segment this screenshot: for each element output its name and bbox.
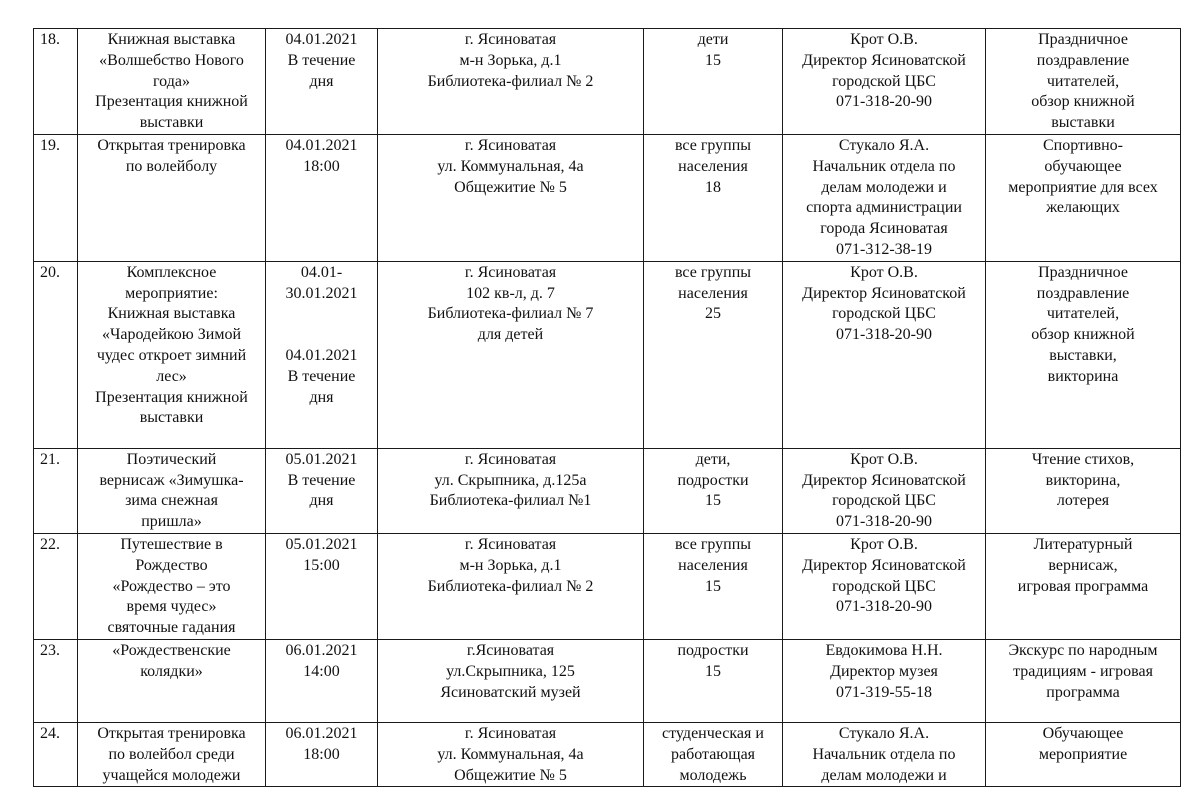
- form-line: Экскурс по народным: [1008, 641, 1158, 659]
- responsible-line: Директор Ясиноватской: [802, 284, 966, 302]
- responsible-line: Евдокимова Н.Н.: [825, 641, 943, 659]
- table-row: [34, 261, 1181, 448]
- audience-line: все группы: [674, 535, 752, 553]
- date-line: 06.01.2021: [285, 641, 358, 659]
- event-name-cell: [78, 533, 266, 639]
- responsible-line: Директор музея: [830, 662, 938, 680]
- responsible-line: Директор Ясиноватской: [802, 471, 966, 489]
- responsible-cell: [783, 29, 986, 135]
- date-cell: [266, 134, 378, 261]
- date-line: дня: [309, 388, 334, 406]
- table-row: [34, 533, 1181, 639]
- form-cell: [986, 639, 1181, 722]
- audience-cell: [644, 722, 783, 786]
- event-name-line: Рождество: [135, 556, 208, 574]
- audience-line: 15: [705, 662, 721, 680]
- place-line: Библиотека-филиал № 2: [427, 577, 594, 595]
- place-line: Общежитие № 5: [454, 766, 567, 784]
- responsible-cell: [783, 261, 986, 448]
- date-line: 18:00: [303, 157, 340, 175]
- table-row: [34, 134, 1181, 261]
- place-cell: [378, 29, 644, 135]
- audience-line: все группы: [674, 263, 752, 281]
- event-name-line: учащейся молодежи: [102, 766, 241, 784]
- place-line: для детей: [477, 326, 544, 344]
- row-number: 23.: [40, 641, 60, 659]
- audience-line: 15: [705, 577, 721, 595]
- responsible-cell: [783, 134, 986, 261]
- event-name-line: лес»: [156, 367, 187, 385]
- audience-line: работающая: [670, 745, 756, 763]
- date-line: 30.01.2021: [285, 284, 358, 302]
- responsible-line: Директор Ясиноватской: [802, 556, 966, 574]
- place-line: м-н Зорька, д.1: [459, 51, 562, 69]
- place-cell: [378, 639, 644, 722]
- audience-cell: [644, 29, 783, 135]
- date-line: 18:00: [303, 745, 340, 763]
- place-line: г. Ясиноватая: [464, 450, 557, 468]
- event-name-line: «Чародейкою Зимой: [101, 326, 242, 344]
- responsible-line: городской ЦБС: [832, 492, 936, 510]
- form-line: выставки,: [1049, 346, 1117, 364]
- form-line: традициям - игровая: [1013, 662, 1153, 680]
- date-line: В течение: [287, 367, 356, 385]
- event-name-cell: [78, 448, 266, 533]
- row-number: 19.: [40, 136, 60, 154]
- form-cell: [986, 448, 1181, 533]
- place-line: г. Ясиноватая: [464, 263, 557, 281]
- date-cell: [266, 533, 378, 639]
- place-cell: [378, 261, 644, 448]
- form-line: Спортивно-: [1042, 136, 1124, 154]
- event-name-line: Презентация книжной: [95, 388, 248, 406]
- form-line: обзор книжной: [1031, 326, 1135, 344]
- table-row: [34, 722, 1181, 786]
- event-name-cell: [78, 639, 266, 722]
- responsible-line: делам молодежи и: [821, 178, 947, 196]
- event-name-line: вернисаж «Зимушка-: [99, 471, 244, 489]
- place-line: Общежитие № 5: [454, 178, 567, 196]
- responsible-line: города Ясиноватая: [820, 220, 948, 238]
- audience-cell: [644, 533, 783, 639]
- event-name-line: по волейболу: [125, 157, 218, 175]
- responsible-line: Крот О.В.: [850, 535, 918, 553]
- responsible-line: Стукало Я.А.: [838, 136, 930, 154]
- date-cell: [266, 722, 378, 786]
- responsible-line: Директор Ясиноватской: [802, 51, 966, 69]
- date-line: 06.01.2021: [285, 724, 358, 742]
- place-line: Библиотека-филиал №1: [429, 492, 592, 510]
- audience-line: 18: [705, 178, 721, 196]
- place-line: г.Ясиноватая: [466, 641, 555, 659]
- form-line: Обучающее: [1042, 724, 1124, 742]
- row-number: 21.: [40, 450, 60, 468]
- responsible-line: 071-318-20-90: [836, 326, 932, 344]
- audience-line: населения: [678, 556, 748, 574]
- place-cell: [378, 448, 644, 533]
- audience-line: населения: [678, 284, 748, 302]
- row-number: 18.: [40, 31, 60, 48]
- form-line: викторина,: [1045, 471, 1121, 489]
- form-line: викторина: [1047, 367, 1119, 385]
- place-line: Библиотека-филиал № 7: [427, 305, 594, 323]
- date-cell: [266, 639, 378, 722]
- event-name-line: зима снежная: [125, 492, 218, 510]
- date-line: 14:00: [303, 662, 340, 680]
- form-line: программа: [1046, 683, 1120, 701]
- events-table: [33, 28, 1181, 787]
- responsible-line: Начальник отдела по: [812, 745, 956, 763]
- event-name-line: Книжная выставка: [107, 305, 236, 323]
- form-line: поздравление: [1036, 51, 1130, 69]
- date-line: 05.01.2021: [285, 535, 358, 553]
- date-line: дня: [309, 72, 334, 90]
- audience-line: все группы: [674, 136, 752, 154]
- form-line: Чтение стихов,: [1031, 450, 1135, 468]
- responsible-line: Крот О.В.: [850, 31, 918, 48]
- audience-line: подростки: [677, 641, 749, 659]
- responsible-line: Крот О.В.: [850, 450, 918, 468]
- event-name-line: Путешествие в: [120, 535, 223, 553]
- responsible-line: Крот О.В.: [850, 263, 918, 281]
- date-cell: [266, 261, 378, 448]
- audience-cell: [644, 261, 783, 448]
- audience-cell: [644, 639, 783, 722]
- form-line: поздравление: [1036, 284, 1130, 302]
- place-line: г. Ясиноватая: [464, 535, 557, 553]
- event-name-line: Презентация книжной: [95, 93, 248, 111]
- form-cell: [986, 134, 1181, 261]
- event-name-line: по волейбол среди: [108, 745, 235, 763]
- place-line: ул.Скрыпника, 125: [446, 662, 575, 680]
- audience-cell: [644, 134, 783, 261]
- row-number-cell: [34, 29, 78, 135]
- event-name-cell: [78, 134, 266, 261]
- date-line: 05.01.2021: [285, 450, 358, 468]
- place-line: Библиотека-филиал № 2: [427, 72, 594, 90]
- form-line: мероприятие для всех: [1008, 178, 1158, 196]
- row-number-cell: [34, 448, 78, 533]
- responsible-line: Начальник отдела по: [812, 157, 956, 175]
- table-row: [34, 29, 1181, 135]
- events-table-body: [34, 29, 1181, 787]
- responsible-line: 071-318-20-90: [836, 513, 932, 531]
- responsible-line: спорта администрации: [806, 199, 962, 217]
- event-name-line: Открытая тренировка: [97, 724, 246, 742]
- audience-line: 15: [705, 51, 721, 69]
- event-name-line: «Рождественские: [112, 641, 231, 659]
- date-line: В течение: [287, 51, 356, 69]
- event-name-cell: [78, 261, 266, 448]
- row-number-cell: [34, 533, 78, 639]
- date-line: 04.01-: [300, 263, 343, 281]
- responsible-line: 071-319-55-18: [836, 683, 932, 701]
- form-line: Праздничное: [1038, 263, 1128, 281]
- event-name-line: пришла»: [141, 513, 202, 531]
- date-cell: [266, 448, 378, 533]
- place-line: г. Ясиноватая: [464, 136, 557, 154]
- audience-line: 15: [705, 492, 721, 510]
- row-number-cell: [34, 261, 78, 448]
- form-line: читателей,: [1046, 305, 1120, 323]
- table-row: [34, 639, 1181, 722]
- table-row: [34, 448, 1181, 533]
- event-name-line: Книжная выставка: [107, 31, 236, 48]
- audience-line: подростки: [677, 471, 749, 489]
- date-line: В течение: [287, 471, 356, 489]
- date-line: 04.01.2021: [285, 346, 358, 364]
- form-cell: [986, 722, 1181, 786]
- responsible-line: 071-318-20-90: [836, 598, 932, 616]
- event-name-line: время чудес»: [126, 598, 217, 616]
- date-line: дня: [309, 492, 334, 510]
- form-cell: [986, 29, 1181, 135]
- form-line: вернисаж,: [1048, 556, 1118, 574]
- row-number-cell: [34, 639, 78, 722]
- event-name-line: выставки: [139, 409, 204, 427]
- event-name-line: Открытая тренировка: [97, 136, 246, 154]
- date-spacer: [269, 304, 374, 325]
- place-line: г. Ясиноватая: [464, 31, 557, 48]
- place-line: Ясиноватский музей: [440, 683, 581, 701]
- place-cell: [378, 533, 644, 639]
- date-cell: [266, 29, 378, 135]
- responsible-line: 071-312-38-19: [836, 240, 932, 258]
- place-cell: [378, 722, 644, 786]
- form-line: Праздничное: [1038, 31, 1128, 48]
- date-line: 04.01.2021: [285, 136, 358, 154]
- responsible-line: городской ЦБС: [832, 577, 936, 595]
- event-name-cell: [78, 722, 266, 786]
- form-line: обучающее: [1044, 157, 1122, 175]
- event-name-line: мероприятие:: [125, 284, 218, 302]
- form-cell: [986, 533, 1181, 639]
- date-line: 15:00: [303, 556, 340, 574]
- event-name-line: Поэтический: [126, 450, 217, 468]
- form-line: Литературный: [1033, 535, 1133, 553]
- event-name-line: чудес откроет зимний: [96, 346, 247, 364]
- form-line: читателей,: [1046, 72, 1120, 90]
- place-line: м-н Зорька, д.1: [459, 556, 562, 574]
- form-cell: [986, 261, 1181, 448]
- responsible-cell: [783, 533, 986, 639]
- event-name-line: «Рождество – это: [112, 577, 231, 595]
- place-line: 102 кв-л, д. 7: [466, 284, 555, 302]
- responsible-cell: [783, 639, 986, 722]
- place-line: ул. Коммунальная, 4а: [437, 157, 584, 175]
- event-name-line: «Волшебство Нового: [99, 51, 244, 69]
- event-name-line: колядки»: [140, 662, 203, 680]
- form-line: желающих: [1046, 199, 1120, 217]
- event-name-line: Комплексное: [126, 263, 217, 281]
- audience-cell: [644, 448, 783, 533]
- responsible-cell: [783, 448, 986, 533]
- audience-line: дети: [697, 31, 729, 48]
- place-cell: [378, 134, 644, 261]
- event-name-line: выставки: [139, 114, 204, 132]
- row-number-cell: [34, 722, 78, 786]
- responsible-cell: [783, 722, 986, 786]
- row-number: 22.: [40, 535, 60, 553]
- responsible-line: Стукало Я.А.: [838, 724, 930, 742]
- date-spacer: [269, 325, 374, 346]
- event-name-line: святочные гадания: [107, 619, 236, 637]
- responsible-line: делам молодежи и: [821, 766, 947, 784]
- form-line: выставки: [1051, 114, 1115, 132]
- audience-line: дети,: [695, 450, 731, 468]
- row-number: 20.: [40, 263, 60, 281]
- audience-line: населения: [678, 157, 748, 175]
- form-line: игровая программа: [1017, 577, 1149, 595]
- event-name-line: года»: [153, 72, 190, 90]
- audience-line: молодежь: [679, 766, 747, 784]
- date-line: 04.01.2021: [285, 31, 358, 48]
- form-line: лотерея: [1056, 492, 1110, 510]
- place-line: г. Ясиноватая: [464, 724, 557, 742]
- form-line: обзор книжной: [1031, 93, 1135, 111]
- responsible-line: городской ЦБС: [832, 72, 936, 90]
- audience-line: студенческая и: [662, 724, 764, 742]
- row-number: 24.: [40, 724, 60, 742]
- place-line: ул. Коммунальная, 4а: [437, 745, 584, 763]
- row-number-cell: [34, 134, 78, 261]
- event-name-cell: [78, 29, 266, 135]
- place-line: ул. Скрыпника, д.125а: [434, 471, 587, 489]
- responsible-line: 071-318-20-90: [836, 93, 932, 111]
- audience-line: 25: [705, 305, 721, 323]
- responsible-line: городской ЦБС: [832, 305, 936, 323]
- form-line: мероприятие: [1038, 745, 1128, 763]
